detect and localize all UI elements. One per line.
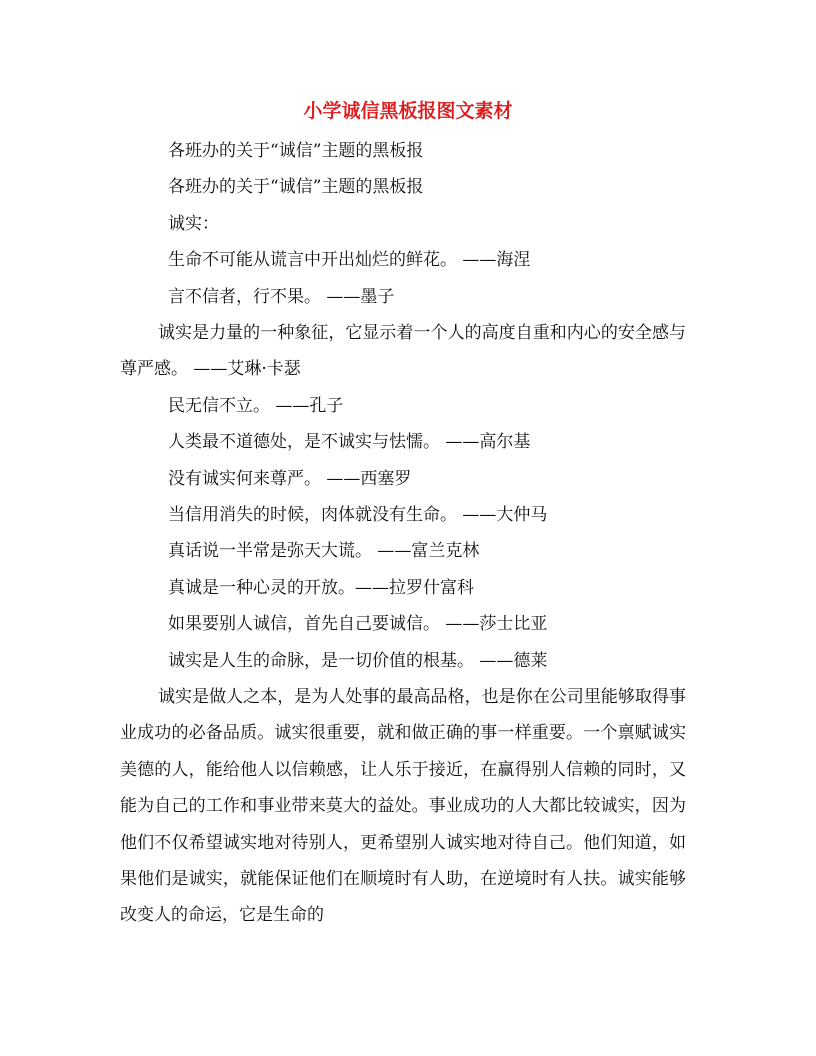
quote-line: 没有诚实何来尊严。 ——西塞罗: [168, 468, 412, 489]
body-paragraph: 诚实是做人之本，是为人处事的最高品格，也是你在公司里能够取得事业成功的必备品质。诚实很重要，就和做正确的事一样重要。一个禀赋诚实美德的人，能给他人以信赖感，让人乐于接近，在赢得别人信赖的同时，又能为自己的工作和事业带来莫大的益处。事业成功的人大都比较诚实，因为他们不仅希望诚实地对待别人，更希望别人诚实地对待自己。他们知道，如果他们是诚实，就能保证他们在顺境时有人助，在逆境时有人扶。诚实能够改变人的命运，它是生命的: [120, 686, 686, 926]
text-line: 各班办的关于“诚信”主题的黑板报: [168, 141, 424, 161]
wrapped-quote: 诚实是力量的一种象征，它显示着一个人的高度自重和内心的安全感与尊严感。 ——艾琳·卡瑟: [120, 322, 686, 380]
quote-line: 真诚是一种心灵的开放。——拉罗什富科: [168, 577, 474, 598]
quote-line: 如果要别人诚信，首先自己要诚信。 ——莎士比亚: [168, 614, 548, 635]
quote-line: 诚实是人生的命脉，是一切价值的根基。 ——德莱: [168, 650, 548, 671]
quote-line: 当信用消失的时候，肉体就没有生命。 ——大仲马: [168, 504, 548, 525]
text-line: 各班办的关于“诚信”主题的黑板报: [168, 177, 424, 198]
document-body: [120, 133, 700, 934]
section-label: 诚实：: [168, 213, 219, 234]
document-title: 小学诚信黑板报图文素材: [303, 100, 513, 122]
quote-line: 言不信者，行不果。 ——墨子: [168, 286, 395, 307]
quote-line: 民无信不立。 ——孔子: [168, 395, 344, 416]
quote-line: 真话说一半常是弥天大谎。 ——富兰克林: [168, 541, 480, 562]
quote-line: 人类最不道德处，是不诚实与怯懦。 ——高尔基: [168, 432, 531, 453]
quote-line: 生命不可能从谎言中开出灿烂的鲜花。 ——海涅: [168, 250, 531, 271]
